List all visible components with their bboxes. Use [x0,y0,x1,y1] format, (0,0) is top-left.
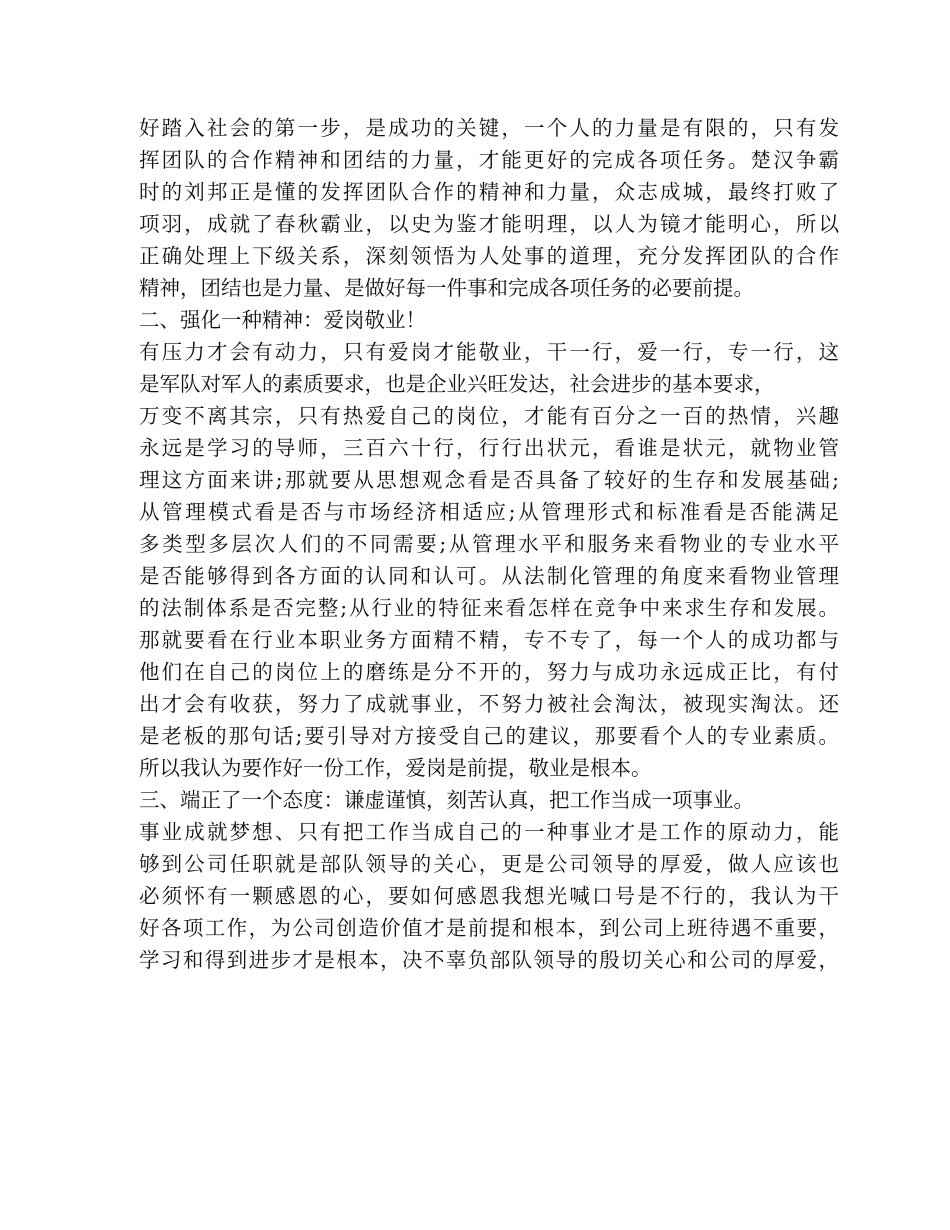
text-line: 好各项工作，为公司创造价值才是前提和根本，到公司上班待遇不重要， [139,916,839,940]
text-line: 正确处理上下级关系，深刻领悟为人处事的道理，充分发挥团队的合作 [139,244,839,268]
text-line: 事业成就梦想、只有把工作当成自己的一种事业才是工作的原动力，能 [139,820,839,844]
text-line: 项羽，成就了春秋霸业，以史为鉴才能明理，以人为镜才能明心，所以 [139,212,839,236]
section-heading: 二、强化一种精神：爱岗敬业！ [139,308,426,332]
text-line: 有压力才会有动力，只有爱岗才能敬业，干一行，爱一行，专一行，这 [139,340,839,364]
text-line: 必须怀有一颗感恩的心，要如何感恩我想光喊口号是不行的，我认为干 [139,884,839,908]
text-line: 多类型多层次人们的不同需要;从管理水平和服务来看物业的专业水平 [139,532,839,556]
text-line: 够到公司任职就是部队领导的关心，更是公司领导的厚爱，做人应该也 [139,852,839,876]
text-line: 学习和得到进步才是根本，决不辜负部队领导的殷切关心和公司的厚爱， [139,948,839,972]
text-line: 从管理模式看是否与市场经济相适应;从管理形式和标准看是否能满足 [139,500,839,524]
text-line: 精神，团结也是力量、是做好每一件事和完成各项任务的必要前提。 [139,276,754,300]
text-line: 是否能够得到各方面的认同和认可。从法制化管理的角度来看物业管理 [139,564,839,588]
text-line: 的法制体系是否完整;从行业的特征来看怎样在竞争中来求生存和发展。 [139,596,839,620]
text-line: 挥团队的合作精神和团结的力量，才能更好的完成各项任务。楚汉争霸 [139,148,839,172]
document-body [139,112,839,976]
text-line: 永远是学习的导师，三百六十行，行行出状元，看谁是状元，就物业管 [139,436,839,460]
text-line: 时的刘邦正是懂的发挥团队合作的精神和力量，众志成城，最终打败了 [139,180,839,204]
text-line: 是军队对军人的素质要求，也是企业兴旺发达，社会进步的基本要求， [139,372,775,396]
text-line: 他们在自己的岗位上的磨练是分不开的，努力与成功永远成正比，有付 [139,660,839,684]
text-line: 是老板的那句话;要引导对方接受自己的建议，那要看个人的专业素质。 [139,724,839,748]
text-line: 好踏入社会的第一步，是成功的关键，一个人的力量是有限的，只有发 [139,116,839,140]
text-line: 所以我认为要作好一份工作，爱岗是前提，敬业是根本。 [139,756,652,780]
text-line: 出才会有收获，努力了成就事业，不努力被社会淘汰，被现实淘汰。还 [139,692,839,716]
text-line: 那就要看在行业本职业务方面精不精，专不专了，每一个人的成功都与 [139,628,839,652]
section-heading: 三、端正了一个态度：谦虚谨慎，刻苦认真，把工作当成一项事业。 [139,788,754,812]
text-line: 理这方面来讲;那就要从思想观念看是否具备了较好的生存和发展基础; [139,468,839,492]
text-line: 万变不离其宗，只有热爱自己的岗位，才能有百分之一百的热情，兴趣 [139,404,839,428]
